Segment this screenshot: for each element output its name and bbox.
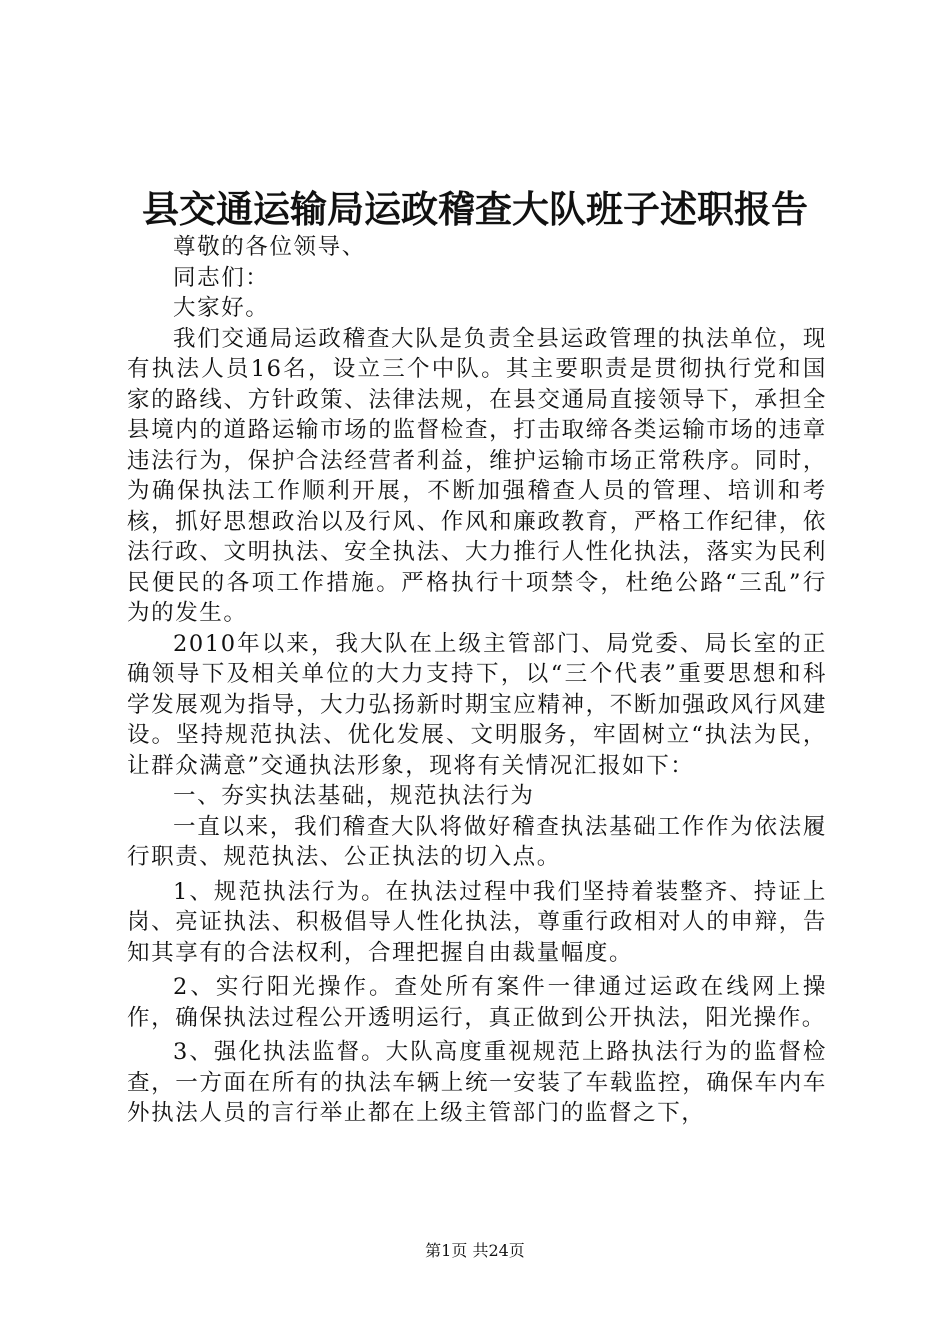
document-title: 县交通运输局运政稽查大队班子述职报告 — [142, 187, 808, 231]
document-body — [127, 232, 827, 1129]
paragraph-section-1-intro: 一直以来，我们稽查大队将做好稽查执法基础工作作为依法履行职责、规范执法、公正执法的切入点。 — [127, 813, 827, 870]
section-heading-1: 一、夯实执法基础，规范执法行为 — [173, 783, 535, 809]
page-number: 第1页 共24页 — [425, 1241, 525, 1260]
greeting: 大家好。 — [173, 295, 270, 321]
salutation-line-1: 尊敬的各位领导、 — [173, 234, 366, 260]
paragraph-intro: 我们交通局运政稽查大队是负责全县运政管理的执法单位，现有执法人员16名，设立三个中队。其主要职责是贯彻执行党和国家的路线、方针政策、法律法规，在县交通局直接领导下，承担全县境内的道路运输市场的监督检查，打击取缔各类运输市场的违章违法行为，保护合法经营者利益，维护运输市场正常秩序。同时，为确保执法工作顺利开展，不断加强稽查人员的管理、培训和考核，抓好思想政治以及行风、作风和廉政教育，严格工作纪律，依法行政、文明执法、安全执法、大力推行人性化执法，落实为民利民便民的各项工作措施。严格执行十项禁令，杜绝公路“三乱”行为的发生。 — [127, 325, 827, 626]
paragraph-item-3: 3、强化执法监督。大队高度重视规范上路执法行为的监督检查，一方面在所有的执法车辆上统一安装了车载监控，确保车内车外执法人员的言行举止都在上级主管部门的监督之下， — [127, 1039, 827, 1126]
paragraph-item-2: 2、实行阳光操作。查处所有案件一律通过运政在线网上操作，确保执法过程公开透明运行，真正做到公开执法，阳光操作。 — [127, 974, 827, 1031]
page-footer — [0, 1240, 950, 1262]
paragraph-overview: 2010年以来，我大队在上级主管部门、局党委、局长室的正确领导下及相关单位的大力支持下，以“三个代表”重要思想和科学发展观为指导，大力弘扬新时期宝应精神，不断加强政风行风建设。坚持规范执法、优化发展、文明服务，牢固树立“执法为民，让群众满意”交通执法形象，现将有关情况汇报如下： — [127, 630, 827, 779]
paragraph-item-1: 1、规范执法行为。在执法过程中我们坚持着装整齐、持证上岗、亮证执法、积极倡导人性化执法，尊重行政相对人的申辩，告知其享有的合法权利，合理把握自由裁量幅度。 — [127, 878, 827, 966]
salutation-line-2: 同志们： — [173, 264, 270, 291]
